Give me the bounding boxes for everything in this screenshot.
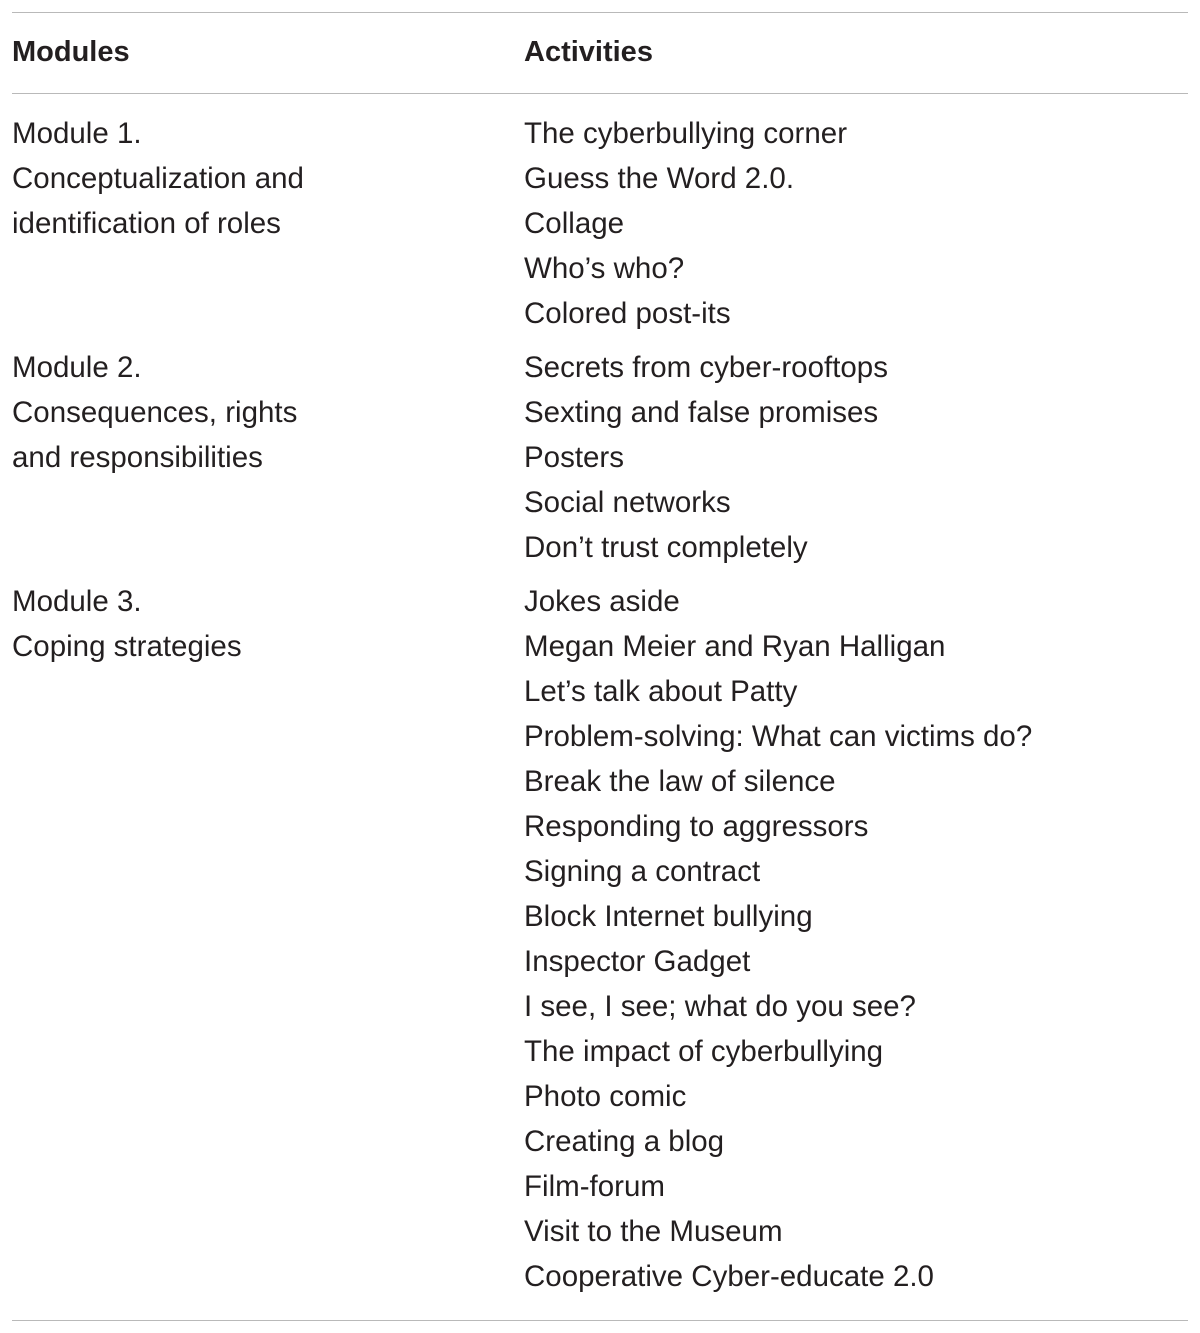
- header-divider-rule: [12, 93, 1188, 94]
- activity-item: Guess the Word 2.0.: [524, 162, 795, 195]
- activity-item: Visit to the Museum: [524, 1215, 783, 1248]
- module-description-line: identification of roles: [12, 207, 281, 240]
- activity-item: Photo comic: [524, 1080, 687, 1113]
- activity-item: Jokes aside: [524, 585, 680, 618]
- activity-item: I see, I see; what do you see?: [524, 990, 916, 1023]
- module-description-line: Conceptualization and: [12, 162, 304, 195]
- activity-item: Sexting and false promises: [524, 396, 879, 429]
- module-title: Module 3.: [12, 585, 142, 618]
- table-top-rule: [12, 12, 1188, 13]
- activities-cell: [524, 579, 1184, 1299]
- activity-item: Who’s who?: [524, 252, 685, 285]
- activity-item: Social networks: [524, 486, 731, 519]
- activity-item: Signing a contract: [524, 855, 761, 888]
- activity-item: Megan Meier and Ryan Halligan: [524, 630, 946, 663]
- activity-item: Block Internet bullying: [524, 900, 813, 933]
- activity-item: The impact of cyberbullying: [524, 1035, 884, 1068]
- activity-item: Secrets from cyber-rooftops: [524, 351, 888, 384]
- module-cell: [12, 345, 492, 480]
- activity-item: Cooperative Cyber-educate 2.0: [524, 1260, 934, 1293]
- header-activities: Activities: [524, 36, 653, 68]
- activity-item: Responding to aggressors: [524, 810, 869, 843]
- activity-item: Let’s talk about Patty: [524, 675, 798, 708]
- activity-item: Film-forum: [524, 1170, 665, 1203]
- module-cell: [12, 111, 492, 246]
- activity-item: Creating a blog: [524, 1125, 725, 1158]
- module-cell: [12, 579, 492, 669]
- activity-item: Don’t trust completely: [524, 531, 808, 564]
- module-description-line: Consequences, rights: [12, 396, 298, 429]
- activity-item: Posters: [524, 441, 625, 474]
- activity-item: Inspector Gadget: [524, 945, 751, 978]
- activities-cell: [524, 345, 1184, 570]
- activity-item: Break the law of silence: [524, 765, 836, 798]
- activity-item: Problem-solving: What can victims do?: [524, 720, 1033, 753]
- table-bottom-rule: [12, 1320, 1188, 1321]
- activity-item: Collage: [524, 207, 625, 240]
- module-title: Module 2.: [12, 351, 142, 384]
- module-title: Module 1.: [12, 117, 142, 150]
- activity-item: The cyberbullying corner: [524, 117, 848, 150]
- activities-cell: [524, 111, 1184, 336]
- header-modules: Modules: [12, 36, 130, 68]
- module-description-line: Coping strategies: [12, 630, 242, 663]
- activity-item: Colored post-its: [524, 297, 731, 330]
- module-description-line: and responsibilities: [12, 441, 263, 474]
